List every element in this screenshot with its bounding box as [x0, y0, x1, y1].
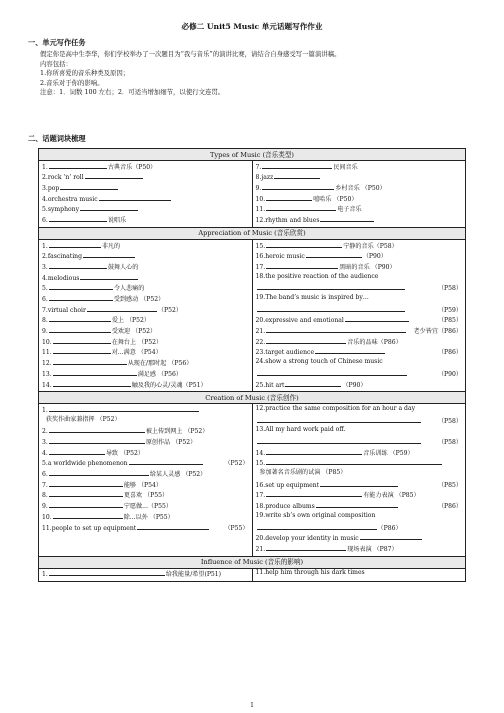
item-number: 16.: [255, 481, 266, 489]
item-english: develop your identity in music: [265, 535, 359, 543]
item-number: 11.: [255, 206, 266, 214]
item-english: set up equipment: [265, 481, 320, 489]
vocab-item: [256, 533, 463, 544]
item-chinese: 受欢迎 （P52）: [111, 328, 157, 336]
item-number: 1.: [42, 571, 48, 579]
item-chinese: 古典音乐（P50）: [107, 163, 157, 171]
answer-blank[interactable]: [80, 204, 138, 211]
item-number: 21.: [255, 545, 266, 553]
creation-left-cell: [39, 404, 253, 556]
item-chinese: 音乐训练 （P59）: [363, 449, 414, 457]
vocab-item: [256, 315, 463, 326]
answer-blank[interactable]: [49, 315, 111, 322]
task-line: 内容包括：: [40, 59, 72, 68]
item-chinese: 宁静的音乐（P58）: [343, 242, 398, 250]
item-number: 17.: [255, 492, 266, 500]
item-chinese: 除...以外 （P55）: [123, 513, 174, 521]
item-chinese: 黑暗的音乐 （P90）: [339, 263, 396, 271]
vocab-item: [256, 283, 463, 294]
item-number: 6.: [42, 296, 48, 304]
vocab-item: [256, 469, 463, 480]
page-title: 必修二 Unit5 Music 单元话题写作作业: [181, 22, 323, 31]
answer-blank[interactable]: [266, 262, 338, 269]
item-number: 5.: [42, 206, 48, 214]
vocab-item: [42, 162, 249, 173]
item-english: melodious: [47, 274, 80, 282]
answer-blank[interactable]: [83, 251, 135, 258]
item-english: people to set up equipment: [51, 524, 137, 532]
answer-blank[interactable]: [129, 458, 203, 465]
vocab-item: [42, 262, 249, 273]
vocab-item: [256, 194, 463, 205]
item-english: produce albums: [265, 503, 315, 511]
answer-blank[interactable]: [49, 490, 123, 497]
answer-blank[interactable]: [315, 347, 385, 354]
answer-blank[interactable]: [266, 544, 346, 551]
item-number: 23.: [255, 349, 266, 357]
item-number: 13.: [255, 426, 266, 434]
answer-blank[interactable]: [49, 501, 123, 508]
item-chinese: 对...满意 （P54）: [111, 349, 162, 357]
item-number: 11.: [42, 524, 52, 532]
item-number: 3.: [42, 263, 48, 271]
task-line: 注意：1．词数 100 左右；2．可适当增加细节，以使行文连贯。: [40, 88, 225, 97]
answer-blank[interactable]: [49, 262, 107, 269]
item-number: 1.: [42, 242, 48, 250]
vocab-item: [42, 183, 249, 194]
item-number: 6.: [42, 217, 48, 225]
vocab-item: [42, 347, 249, 358]
answer-blank[interactable]: [49, 215, 107, 222]
item-english: help him through his dark times: [265, 569, 365, 577]
vocab-item: [42, 458, 249, 469]
answer-blank[interactable]: [49, 283, 113, 290]
vocab-item: [256, 262, 463, 273]
item-page-ref: （P55）: [224, 524, 249, 532]
vocab-item: [42, 251, 249, 262]
item-english: the positive reaction of the audience: [265, 272, 379, 280]
vocab-item: [256, 501, 463, 512]
item-number: 8.: [255, 174, 262, 182]
vocab-item: [42, 569, 249, 580]
item-number: 6.: [42, 471, 48, 479]
vocab-item: [42, 369, 249, 380]
item-english: write sb’s own original composition: [265, 511, 376, 519]
answer-blank[interactable]: [320, 480, 398, 487]
writing-task-body: [40, 50, 480, 98]
task-line: 2.音乐对于你的影响。: [40, 78, 104, 87]
item-number: 1.: [42, 406, 48, 414]
vocab-item: [256, 326, 463, 337]
item-number: 16.: [255, 253, 266, 261]
item-number: 11.: [42, 349, 52, 357]
vocab-item: [42, 448, 249, 459]
item-chinese: 说唱乐: [107, 217, 127, 225]
vocab-table: [38, 148, 466, 582]
item-chinese: （P90）: [362, 253, 387, 261]
answer-blank[interactable]: [49, 426, 145, 433]
vocab-item: [42, 501, 249, 512]
item-number: 18.: [255, 272, 266, 280]
vocab-item: [42, 358, 249, 369]
item-number: 7.: [42, 306, 48, 314]
vocab-item: [256, 305, 463, 316]
task-line: 假定你是高中生李华，你们学校举办了一次题目为“我与音乐”的演讲比赛，请结合自身感受写一篇演讲稿。: [40, 50, 341, 58]
answer-blank[interactable]: [306, 251, 362, 258]
item-english: show a strong touch of Chinese music: [265, 358, 383, 366]
item-chinese: 给我能量/希望(P51): [165, 571, 222, 579]
appreciation-left-cell: [39, 240, 253, 392]
vocab-item: [42, 469, 249, 480]
vocab-item: [256, 480, 463, 491]
answer-blank[interactable]: [49, 480, 123, 487]
vocab-item: [256, 358, 463, 369]
item-english: The band’s music is inspired by…: [265, 294, 369, 302]
answer-blank[interactable]: [266, 241, 342, 248]
vocab-item: [256, 544, 463, 555]
vocab-item: [256, 416, 463, 427]
answer-blank[interactable]: [53, 358, 127, 365]
vocab-item: [256, 523, 463, 534]
vocab-item: [42, 490, 249, 501]
answer-blank[interactable]: [266, 337, 346, 344]
influence-header: Influence of Music (音乐的影响): [39, 556, 466, 568]
item-number: 18.: [255, 503, 266, 511]
vocab-item: [256, 204, 463, 215]
vocab-item: [256, 172, 463, 183]
vocab-item: [42, 480, 249, 491]
influence-left-cell: [39, 568, 253, 581]
item-page-ref: （P52）: [224, 460, 249, 468]
item-english: virtual choir: [47, 306, 86, 314]
appreciation-header: Appreciation of Music (音乐欣赏): [39, 227, 466, 239]
item-page-ref: （P86）: [437, 349, 462, 357]
vocab-item: [42, 305, 249, 316]
vocab-item: [256, 347, 463, 358]
vocab-item: [256, 294, 463, 305]
item-number: 17.: [255, 263, 266, 271]
vocab-item: [42, 426, 249, 437]
answer-blank[interactable]: [53, 347, 111, 354]
item-number: 12.: [255, 404, 266, 412]
creation-header: Creation of Music (音乐创作): [39, 392, 466, 404]
vocab-item: [42, 215, 249, 226]
item-english: hit art: [265, 381, 285, 389]
item-number: 7.: [255, 163, 262, 171]
answer-blank[interactable]: [316, 501, 398, 508]
item-page-ref: （P59）: [437, 306, 462, 314]
item-number: 10.: [255, 195, 266, 203]
item-number: 15.: [255, 242, 266, 250]
types-header: Types of Music (音乐类型): [39, 149, 466, 161]
item-number: 10.: [42, 338, 52, 346]
item-page-ref: （P85）: [437, 481, 462, 489]
item-chinese: 从现在/那时起 （P56）: [127, 360, 193, 368]
item-number: 12.: [255, 217, 266, 225]
vocab-item: [256, 458, 463, 469]
task-line: 1.你所喜爱的音乐种类及原因；: [40, 69, 130, 78]
item-number: 25.: [255, 381, 266, 389]
types-right-cell: [252, 161, 466, 228]
item-english: practice the same composition for an hour a day: [265, 404, 416, 412]
item-number: 3.: [42, 185, 48, 193]
vocab-item: [256, 162, 463, 173]
answer-blank[interactable]: [257, 283, 405, 290]
vocab-item: [42, 380, 249, 391]
item-number: 20.: [255, 317, 266, 325]
vocab-item: [256, 369, 463, 380]
item-number: 22.: [255, 338, 266, 346]
answer-blank[interactable]: [53, 380, 131, 387]
vocab-item: [42, 337, 249, 348]
vocab-item: [256, 241, 463, 252]
vocab-item: [42, 194, 249, 205]
answer-blank[interactable]: [85, 172, 143, 179]
answer-blank[interactable]: [49, 437, 145, 444]
item-chinese: （P90）: [342, 381, 367, 389]
item-chinese: 满足感 （P56）: [137, 370, 182, 378]
item-chinese: 非凡的: [101, 242, 121, 250]
item-chinese: 在舞台上 （P52）: [111, 338, 163, 346]
item-chinese: 被上传到网上 （P52）: [145, 428, 209, 436]
answer-blank[interactable]: [49, 469, 149, 476]
answer-blank[interactable]: [60, 183, 118, 190]
item-number: 9.: [255, 185, 262, 193]
answer-blank[interactable]: [53, 337, 111, 344]
item-english: symphony: [47, 206, 80, 214]
item-chinese: 爱上 （P52）: [111, 317, 150, 325]
item-chinese: 导致 （P52）: [105, 449, 144, 457]
item-english: jazz: [261, 174, 274, 182]
item-chinese: 更喜欢 （P55）: [123, 492, 169, 500]
item-page-ref: （P58）: [437, 417, 462, 425]
vocab-item: [256, 251, 463, 262]
item-page-ref: （P58）: [437, 285, 462, 293]
answer-blank[interactable]: [53, 369, 137, 376]
vocab-item: [256, 512, 463, 523]
item-page-ref: （P58）: [437, 439, 462, 447]
item-number: 9.: [42, 503, 48, 511]
answer-blank[interactable]: [320, 215, 374, 222]
vocab-item: [42, 204, 249, 215]
item-number: 14.: [255, 449, 266, 457]
item-chinese: 现场表演 （P87）: [347, 545, 398, 553]
answer-blank[interactable]: [53, 512, 123, 519]
vocab-item: [42, 273, 249, 284]
item-number: 3.: [42, 439, 48, 447]
item-number: 15.: [255, 460, 266, 468]
vocab-item: [42, 283, 249, 294]
answer-blank[interactable]: [49, 448, 105, 455]
item-number: 8.: [42, 492, 48, 500]
influence-right-cell: [252, 568, 466, 581]
item-number: 2.: [42, 428, 48, 436]
vocab-item: [42, 315, 249, 326]
item-number: 14.: [42, 381, 52, 389]
answer-blank[interactable]: [262, 162, 332, 169]
item-number: 7.: [42, 481, 48, 489]
vocab-item: [42, 523, 249, 534]
item-number: 12.: [42, 360, 52, 368]
vocab-item: [42, 241, 249, 252]
vocab-item: [256, 437, 463, 448]
item-chinese: 触及我的心灵/灵魂（P51）: [131, 381, 207, 389]
vocab-item: [256, 405, 463, 416]
item-page-ref: （P90）: [437, 370, 462, 378]
answer-blank[interactable]: [266, 448, 362, 455]
item-number: 9.: [42, 328, 48, 336]
item-number: 20.: [255, 535, 266, 543]
item-number: 5.: [42, 460, 48, 468]
vocab-item: [256, 337, 463, 348]
item-number: 8.: [42, 317, 48, 325]
item-chinese: 民间音乐: [333, 163, 358, 171]
vocab-item: [256, 380, 463, 391]
answer-blank[interactable]: [257, 523, 377, 530]
item-page-ref: 老少皆宜（P86）: [413, 328, 462, 336]
item-page-ref: （P85）: [437, 317, 462, 325]
answer-blank[interactable]: [266, 204, 336, 211]
section-heading-vocab: 二、话题词块梳理: [28, 134, 86, 143]
item-number: 21.: [255, 328, 266, 336]
item-number: 24.: [255, 358, 266, 366]
vocab-item: [42, 405, 249, 416]
answer-blank[interactable]: [137, 523, 209, 530]
answer-blank[interactable]: [80, 273, 138, 280]
answer-blank[interactable]: [99, 194, 171, 201]
item-chinese: 令人悲痛的: [113, 285, 145, 293]
item-number: 10.: [42, 513, 52, 521]
item-chinese: （P86）: [377, 524, 402, 532]
appreciation-right-cell: [252, 240, 466, 392]
item-chinese: 电子音乐: [337, 206, 362, 214]
item-english: target audience: [265, 349, 315, 357]
answer-blank[interactable]: [257, 369, 407, 376]
item-number: 4.: [42, 274, 48, 282]
item-chinese: （P52）: [157, 306, 182, 314]
item-number: 5.: [42, 285, 48, 293]
item-page-ref: （P86）: [437, 503, 462, 511]
item-number: 4.: [42, 195, 48, 203]
item-english: expressive and emotional: [265, 317, 344, 325]
vocab-item: [42, 326, 249, 337]
vocab-item: [256, 569, 463, 580]
vocab-item: [42, 416, 249, 427]
item-number: 2.: [42, 174, 48, 182]
vocab-item: [256, 490, 463, 501]
answer-blank[interactable]: [257, 437, 421, 444]
vocab-item: [42, 172, 249, 183]
item-english: 获奖作曲家兼指挥 （P52）: [42, 415, 121, 423]
answer-blank[interactable]: [266, 490, 362, 497]
item-english: a worldwide phenomenon: [47, 460, 128, 468]
item-chinese: 宁愿做...（P55）: [123, 503, 172, 511]
page-number: 1: [250, 702, 254, 709]
item-english: All my hard work paid off.: [265, 426, 346, 434]
answer-blank[interactable]: [257, 416, 421, 423]
vocab-item: [42, 512, 249, 523]
vocab-item: [256, 183, 463, 194]
vocab-item: [256, 448, 463, 459]
item-number: 19.: [255, 511, 266, 519]
item-number: 19.: [255, 294, 266, 302]
answer-blank[interactable]: [49, 162, 107, 169]
item-chinese: 嘻哈乐 （P50）: [313, 195, 358, 203]
item-english: heroic music: [265, 253, 305, 261]
vocab-item: [256, 273, 463, 284]
vocab-item: [256, 426, 463, 437]
item-chinese: 原创作品 （P52）: [145, 439, 197, 447]
answer-blank[interactable]: [49, 241, 101, 248]
vocab-item: [42, 294, 249, 305]
item-chinese: 鼓舞人心的: [107, 263, 139, 271]
types-left-cell: [39, 161, 253, 228]
item-number: 13.: [42, 370, 52, 378]
answer-blank[interactable]: [87, 305, 157, 312]
item-chinese: 音乐的品味（P86）: [347, 338, 402, 346]
creation-right-cell: [252, 404, 466, 556]
item-english: 参加著名音乐剧的试演 （P85）: [255, 469, 347, 477]
item-chinese: 乡村音乐 （P50）: [335, 185, 386, 193]
item-number: 1.: [42, 163, 48, 171]
answer-blank[interactable]: [49, 405, 199, 412]
item-chinese: 受到感动 （P52）: [113, 296, 165, 304]
answer-blank[interactable]: [266, 194, 312, 201]
answer-blank[interactable]: [257, 305, 405, 312]
item-chinese: 给某人灵感 （P52）: [149, 471, 207, 479]
item-english: fascinating: [47, 253, 82, 261]
vocab-item: [256, 215, 463, 226]
item-english: rhythm and blues: [265, 217, 320, 225]
vocab-item: [42, 437, 249, 448]
answer-blank[interactable]: [360, 533, 422, 540]
item-number: 2.: [42, 253, 48, 261]
item-number: 4.: [42, 449, 48, 457]
answer-blank[interactable]: [49, 294, 113, 301]
item-english: rock ‘n’ roll: [47, 174, 84, 182]
answer-blank[interactable]: [262, 183, 334, 190]
item-chinese: 能够 （P54）: [123, 481, 162, 489]
item-number: 11.: [255, 569, 266, 577]
section-heading-writing-task: 一、单元写作任务: [28, 38, 86, 47]
answer-blank[interactable]: [266, 326, 406, 333]
answer-blank[interactable]: [285, 380, 341, 387]
item-chinese: 有能力表演 （P85）: [363, 492, 420, 500]
answer-blank[interactable]: [274, 172, 320, 179]
answer-blank[interactable]: [49, 326, 111, 333]
answer-blank[interactable]: [49, 569, 165, 576]
item-english: orchestra music: [47, 195, 98, 203]
answer-blank[interactable]: [266, 458, 442, 465]
item-english: pop: [47, 185, 60, 193]
answer-blank[interactable]: [345, 315, 409, 322]
